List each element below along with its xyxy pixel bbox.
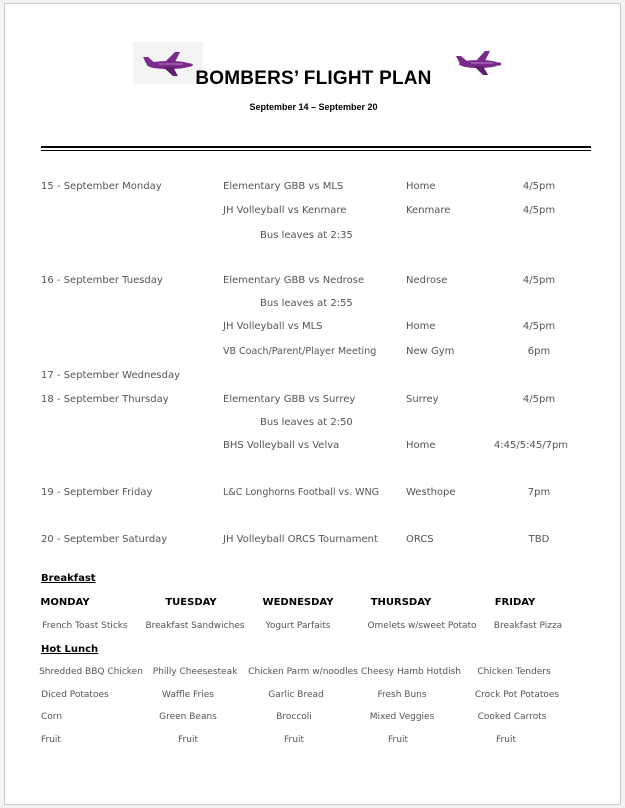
day-label-tuesday: 16 - September Tuesday	[41, 275, 163, 286]
bus-note: Bus leaves at 2:50	[260, 417, 353, 428]
event-name: JH Volleyball ORCS Tournament	[223, 534, 378, 545]
menu-day-thursday: THURSDAY	[370, 597, 432, 608]
event-location: Surrey	[406, 394, 439, 405]
event-name: VB Coach/Parent/Player Meeting	[223, 346, 377, 357]
day-label-friday: 19 - September Friday	[41, 487, 153, 498]
day-label-saturday: 20 - September Saturday	[41, 534, 168, 545]
lunch-entree: Chicken Parm w/noodles	[248, 667, 358, 677]
lunch-side: Waffle Fries	[162, 690, 214, 700]
flyer-page	[4, 3, 621, 805]
event-location: Kenmare	[406, 205, 451, 216]
lunch-side: Crock Pot Potatoes	[474, 690, 560, 700]
divider-thin	[41, 150, 591, 151]
lunch-side: Fruit	[178, 735, 198, 745]
event-time: 4/5pm	[522, 394, 556, 405]
breakfast-item: Yogurt Parfaits	[265, 621, 331, 631]
event-time: 4/5pm	[522, 181, 556, 192]
event-name: Elementary GBB vs Nedrose	[223, 275, 365, 286]
event-time: 7pm	[527, 487, 551, 498]
lunch-entree: Chicken Tenders	[477, 667, 551, 677]
lunch-side: Fruit	[496, 735, 516, 745]
event-location: Westhope	[406, 487, 456, 498]
day-label-wednesday: 17 - September Wednesday	[41, 370, 181, 381]
event-name: Elementary GBB vs Surrey	[223, 394, 356, 405]
lunch-side: Mixed Veggies	[369, 712, 435, 722]
event-location: Home	[406, 321, 436, 332]
event-name: L&C Longhorns Football vs. WNG	[223, 487, 380, 498]
day-label-monday: 15 - September Monday	[41, 181, 162, 192]
hot-lunch-heading: Hot Lunch	[41, 644, 99, 655]
lunch-side: Fruit	[284, 735, 304, 745]
breakfast-item: Breakfast Pizza	[493, 621, 563, 631]
lunch-side: Garlic Bread	[268, 690, 324, 700]
date-range: September 14 – September 20	[249, 102, 378, 112]
event-time: 6pm	[527, 346, 551, 357]
lunch-entree: Philly Cheesesteak	[152, 667, 238, 677]
event-location: Home	[406, 440, 436, 451]
lunch-entree: Cheesy Hamb Hotdish	[361, 667, 461, 677]
event-name: JH Volleyball vs MLS	[223, 321, 323, 332]
event-name: JH Volleyball vs Kenmare	[223, 205, 347, 216]
lunch-side: Cooked Carrots	[477, 712, 547, 722]
breakfast-item: French Toast Sticks	[42, 621, 128, 631]
lunch-side: Fresh Buns	[377, 690, 427, 700]
day-label-thursday: 18 - September Thursday	[41, 394, 169, 405]
divider-thick	[41, 146, 591, 148]
menu-day-monday: MONDAY	[40, 597, 90, 608]
breakfast-item: Omelets w/sweet Potato	[367, 621, 477, 631]
event-time: 4/5pm	[522, 275, 556, 286]
event-location: New Gym	[406, 346, 455, 357]
event-time: TBD	[528, 534, 550, 545]
event-name: BHS Volleyball vs Velva	[223, 440, 340, 451]
lunch-side: Green Beans	[159, 712, 217, 722]
page-title: BOMBERS’ FLIGHT PLAN	[195, 68, 432, 89]
lunch-side: Corn	[41, 712, 63, 722]
bus-note: Bus leaves at 2:55	[260, 298, 353, 309]
lunch-side: Diced Potatoes	[41, 690, 109, 700]
menu-day-friday: FRIDAY	[494, 597, 536, 608]
bus-note: Bus leaves at 2:35	[260, 230, 353, 241]
event-location: ORCS	[406, 534, 434, 545]
lunch-side: Fruit	[41, 735, 61, 745]
event-location: Home	[406, 181, 436, 192]
lunch-entree: Shredded BBQ Chicken	[39, 667, 143, 677]
menu-day-wednesday: WEDNESDAY	[262, 597, 334, 608]
breakfast-heading: Breakfast	[41, 573, 96, 584]
event-name: Elementary GBB vs MLS	[223, 181, 344, 192]
breakfast-item: Breakfast Sandwiches	[145, 621, 245, 631]
menu-day-tuesday: TUESDAY	[165, 597, 217, 608]
event-time: 4/5pm	[522, 321, 556, 332]
event-location: Nedrose	[406, 275, 448, 286]
event-time: 4/5pm	[522, 205, 556, 216]
lunch-side: Fruit	[388, 735, 408, 745]
event-time: 4:45/5:45/7pm	[493, 440, 569, 451]
lunch-side: Broccoli	[276, 712, 312, 722]
